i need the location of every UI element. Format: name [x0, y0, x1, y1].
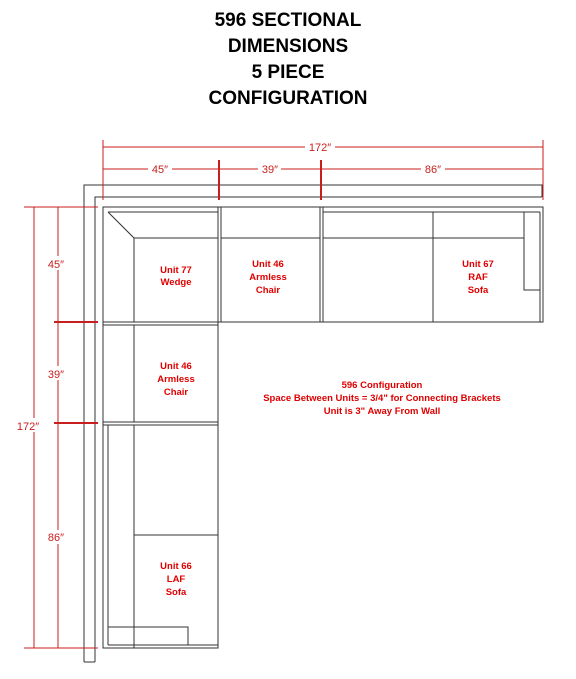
- unit-label-wedge: [160, 265, 192, 288]
- dimension-left-total: 172″: [16, 421, 40, 433]
- title-line-1: 596 SECTIONAL: [214, 10, 362, 31]
- title-line-3: 5 PIECE: [251, 62, 325, 83]
- armless-left-line-1: Unit 46: [160, 361, 192, 372]
- armless-top-line-1: Unit 46: [252, 259, 284, 270]
- dimension-top-86: 86″: [424, 164, 442, 176]
- dimension-top-39: 39″: [261, 164, 279, 176]
- laf-sofa-line-3: Sofa: [165, 587, 187, 598]
- configuration-notes: [263, 380, 501, 417]
- title-line-2: DIMENSIONS: [227, 36, 349, 57]
- unit-label-laf-sofa: [160, 561, 192, 598]
- laf-sofa-line-1: Unit 66: [160, 561, 192, 572]
- wedge-line-1: Unit 77: [160, 265, 192, 276]
- note-line-3: Unit is 3" Away From Wall: [323, 406, 441, 417]
- note-line-1: 596 Configuration: [341, 380, 423, 391]
- armless-left-line-3: Chair: [163, 387, 189, 398]
- title-line-4: CONFIGURATION: [208, 88, 368, 109]
- armless-top-line-3: Chair: [255, 285, 281, 296]
- note-line-2: Space Between Units = 3/4" for Connecting Brackets: [263, 393, 501, 404]
- armless-top-line-2: Armless: [249, 272, 287, 283]
- dimension-left-39: 39″: [47, 369, 65, 381]
- dimension-left-86: 86″: [47, 532, 65, 544]
- dimension-left-45: 45″: [47, 259, 65, 271]
- raf-sofa-line-1: Unit 67: [462, 259, 494, 270]
- unit-label-armless-left: [157, 361, 195, 398]
- dimension-top-total: 172″: [308, 142, 332, 154]
- wedge-line-2: Wedge: [160, 277, 192, 288]
- wall: [84, 185, 542, 662]
- armless-left-line-2: Armless: [157, 374, 195, 385]
- raf-sofa-line-3: Sofa: [467, 285, 489, 296]
- unit-label-raf-sofa: [462, 259, 494, 296]
- dimension-top-45: 45″: [151, 164, 169, 176]
- laf-sofa-line-2: LAF: [166, 574, 186, 585]
- unit-label-armless-top: [249, 259, 287, 296]
- raf-sofa-line-2: RAF: [468, 272, 488, 283]
